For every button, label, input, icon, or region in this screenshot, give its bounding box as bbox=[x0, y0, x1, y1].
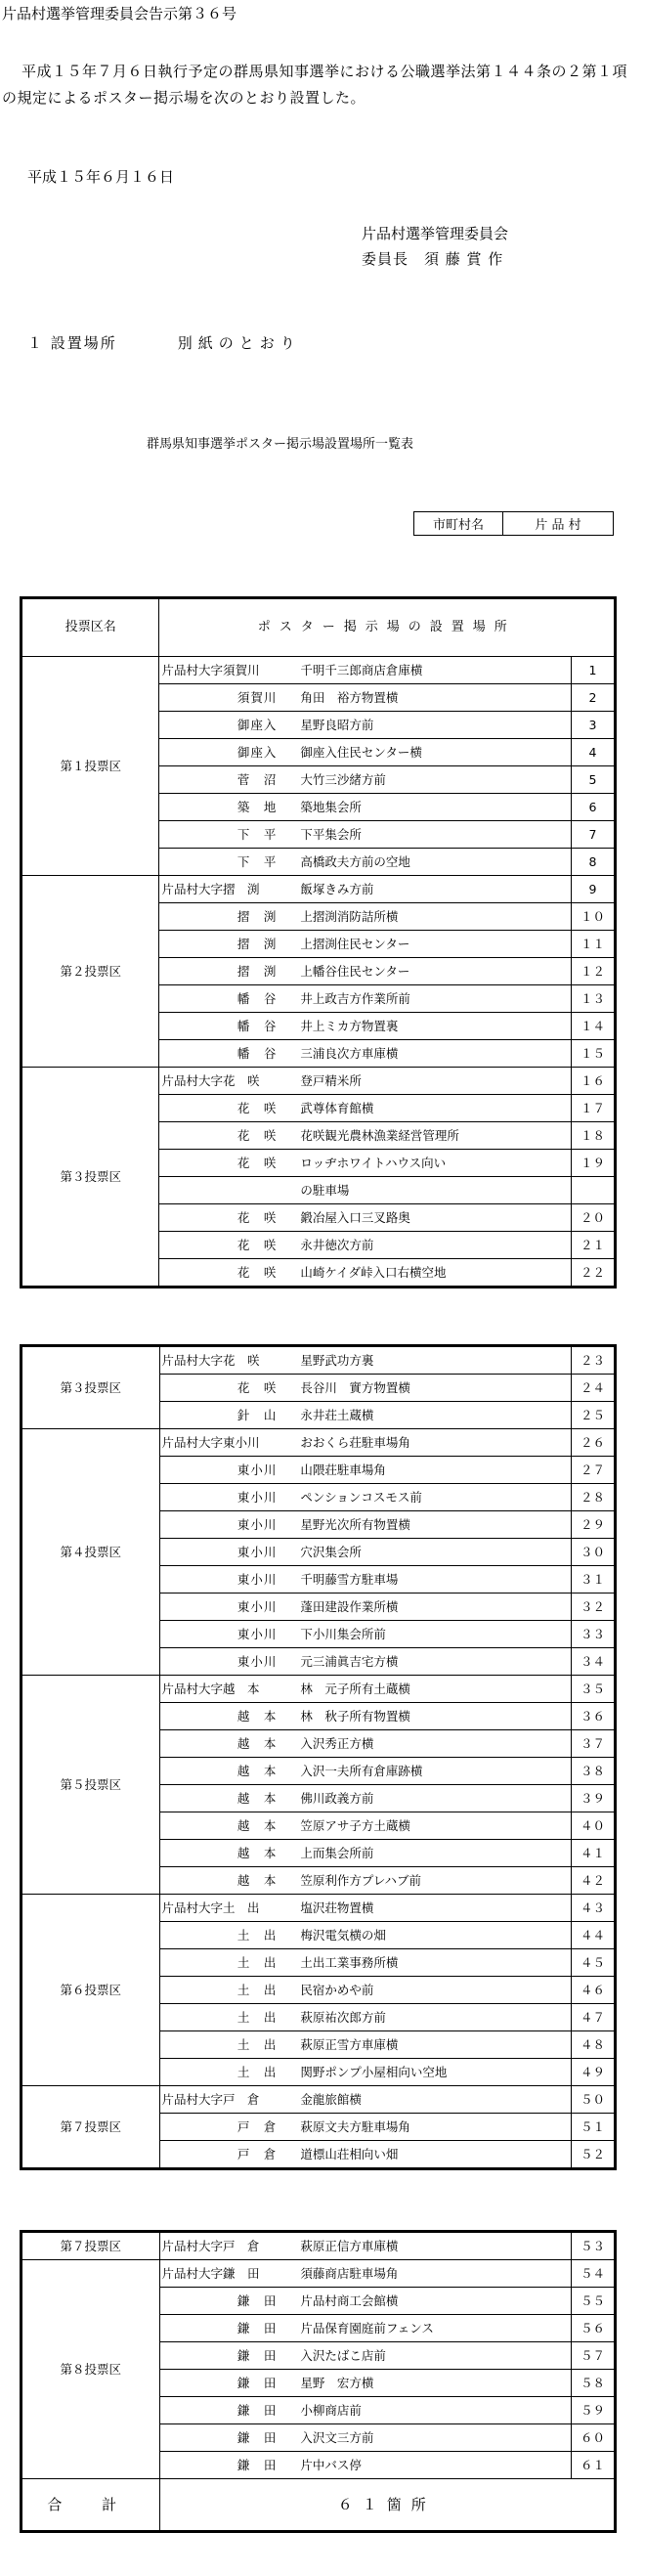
place-cell: 萩原正雪方車庫横 bbox=[290, 2031, 571, 2059]
number-cell: ２４ bbox=[572, 1375, 615, 1402]
place-cell: 上摺渕住民センター bbox=[290, 931, 571, 958]
total-row bbox=[22, 2479, 615, 2531]
area-cell: 戸 倉 bbox=[159, 2141, 290, 2168]
area-cell: 越 本 bbox=[159, 1730, 290, 1758]
place-cell: 御座入住民センター横 bbox=[290, 739, 571, 766]
place-cell: 元三浦眞吉宅方横 bbox=[290, 1648, 571, 1676]
number-cell: ４２ bbox=[572, 1867, 615, 1895]
place-cell: 金龍旅館横 bbox=[290, 2086, 571, 2114]
place-cell: 築地集会所 bbox=[290, 794, 571, 821]
place-cell: 穴沢集会所 bbox=[290, 1539, 571, 1566]
number-cell: ２２ bbox=[571, 1259, 614, 1287]
area-cell: 東小川 bbox=[159, 1457, 290, 1484]
district-cell: 第７投票区 bbox=[22, 2233, 160, 2260]
number-cell: １０ bbox=[571, 903, 614, 931]
place-cell: ロッヂホワイトハウス向い bbox=[290, 1150, 571, 1177]
table-row bbox=[22, 1429, 615, 1457]
number-cell: ２７ bbox=[572, 1457, 615, 1484]
area-cell: 幡 谷 bbox=[159, 1040, 290, 1068]
area-cell: 土 出 bbox=[159, 1949, 290, 1977]
area-cell: 鎌 田 bbox=[159, 2424, 290, 2452]
place-cell: 飯塚きみ方前 bbox=[290, 876, 571, 903]
place-cell: 笠原利作方プレハブ前 bbox=[290, 1867, 571, 1895]
number-cell: ３９ bbox=[572, 1785, 615, 1812]
area-cell: 摺 渕 bbox=[159, 931, 290, 958]
area-cell: 片品村大字東小川 bbox=[159, 1429, 290, 1457]
place-cell: 星野良昭方前 bbox=[290, 712, 571, 739]
number-cell: ２３ bbox=[572, 1347, 615, 1375]
area-cell bbox=[159, 1177, 290, 1204]
number-cell: ５９ bbox=[572, 2397, 615, 2424]
table-row bbox=[22, 1068, 615, 1095]
notice-body: 平成１５年７月６日執行予定の群馬県知事選挙における公職選挙法第１４４条の２第１項の規定によるポスター掲示場を次のとおり設置した。 bbox=[2, 63, 628, 107]
place-cell: 林 元子所有土蔵横 bbox=[290, 1676, 571, 1703]
district-cell: 第１投票区 bbox=[22, 657, 159, 876]
area-cell: 越 本 bbox=[159, 1840, 290, 1867]
place-cell: 入沢一夫所有倉庫跡横 bbox=[290, 1758, 571, 1785]
poster-location-table-2 bbox=[22, 1346, 615, 2168]
area-cell: 花 咲 bbox=[159, 1150, 290, 1177]
area-cell: 東小川 bbox=[159, 1648, 290, 1676]
area-cell: 東小川 bbox=[159, 1511, 290, 1539]
place-cell: 武尊体育館横 bbox=[290, 1095, 571, 1122]
number-cell: ３８ bbox=[572, 1758, 615, 1785]
place-cell: ペンションコスモス前 bbox=[290, 1484, 571, 1511]
number-cell: ４０ bbox=[572, 1812, 615, 1840]
total-label: 合 計 bbox=[22, 2479, 160, 2531]
number-cell: 3 bbox=[571, 712, 614, 739]
number-cell: ４７ bbox=[572, 2004, 615, 2031]
number-cell: ３３ bbox=[572, 1621, 615, 1648]
place-cell: 梅沢電気横の畑 bbox=[290, 1922, 571, 1949]
number-cell: ３５ bbox=[572, 1676, 615, 1703]
place-cell: 片品保育園庭前フェンス bbox=[290, 2315, 571, 2342]
place-cell: 小柳商店前 bbox=[290, 2397, 571, 2424]
area-cell: 片品村大字越 本 bbox=[159, 1676, 290, 1703]
number-cell: ４６ bbox=[572, 1977, 615, 2004]
area-cell: 幡 谷 bbox=[159, 985, 290, 1013]
municipality-value: 片 品 村 bbox=[535, 518, 581, 533]
place-cell: 山隈荘駐車場角 bbox=[290, 1457, 571, 1484]
place-cell: 民宿かめや前 bbox=[290, 1977, 571, 2004]
area-cell: 摺 渕 bbox=[159, 903, 290, 931]
number-cell: ２１ bbox=[571, 1232, 614, 1259]
place-cell: 三浦良次方車庫横 bbox=[290, 1040, 571, 1068]
place-cell: 千明藤雪方駐車場 bbox=[290, 1566, 571, 1594]
district-cell: 第３投票区 bbox=[22, 1068, 159, 1287]
area-cell: 土 出 bbox=[159, 2031, 290, 2059]
area-cell: 鎌 田 bbox=[159, 2370, 290, 2397]
district-cell: 第６投票区 bbox=[22, 1895, 160, 2086]
place-cell: 下小川集会所前 bbox=[290, 1621, 571, 1648]
item-value: 別紙のとおり bbox=[177, 334, 301, 352]
table-header-row bbox=[22, 599, 615, 657]
place-cell: 長谷川 實方物置横 bbox=[290, 1375, 571, 1402]
place-cell: 萩原文夫方駐車場角 bbox=[290, 2114, 571, 2141]
area-cell: 鎌 田 bbox=[159, 2342, 290, 2370]
district-cell: 第２投票区 bbox=[22, 876, 159, 1068]
place-cell: 井上ミカ方物置裏 bbox=[290, 1013, 571, 1040]
area-cell: 片品村大字土 出 bbox=[159, 1895, 290, 1922]
place-cell: 入沢秀正方横 bbox=[290, 1730, 571, 1758]
item-1 bbox=[27, 332, 301, 353]
place-cell: 永井徳次方前 bbox=[290, 1232, 571, 1259]
area-cell: 下 平 bbox=[159, 849, 290, 876]
number-cell: ３２ bbox=[572, 1594, 615, 1621]
place-cell: 花咲観光農林漁業経営管理所 bbox=[290, 1122, 571, 1150]
place-cell: 蓬田建設作業所横 bbox=[290, 1594, 571, 1621]
number-cell: ５６ bbox=[572, 2315, 615, 2342]
place-cell: 萩原祐次郎方前 bbox=[290, 2004, 571, 2031]
area-cell: 土 出 bbox=[159, 1922, 290, 1949]
district-cell: 第８投票区 bbox=[22, 2260, 160, 2479]
place-cell: 佛川政義方前 bbox=[290, 1785, 571, 1812]
list-title: 群馬県知事選挙ポスター掲示場設置場所一覧表 bbox=[147, 437, 414, 452]
number-cell: ５３ bbox=[572, 2233, 615, 2260]
number-cell bbox=[571, 1177, 614, 1204]
place-cell: 笠原アサ子方土蔵横 bbox=[290, 1812, 571, 1840]
place-cell: おおくら荘駐車場角 bbox=[290, 1429, 571, 1457]
area-cell: 摺 渕 bbox=[159, 958, 290, 985]
area-cell: 御座入 bbox=[159, 712, 290, 739]
number-cell: 1 bbox=[571, 657, 614, 684]
poster-location-table-1 bbox=[22, 598, 615, 1287]
area-cell: 鎌 田 bbox=[159, 2288, 290, 2315]
area-cell: 片品村大字戸 倉 bbox=[159, 2086, 290, 2114]
number-cell: １６ bbox=[571, 1068, 614, 1095]
number-cell: ４８ bbox=[572, 2031, 615, 2059]
area-cell: 越 本 bbox=[159, 1812, 290, 1840]
number-cell: ２９ bbox=[572, 1511, 615, 1539]
place-cell: 角田 裕方物置横 bbox=[290, 684, 571, 712]
number-cell: 7 bbox=[571, 821, 614, 849]
table-row bbox=[22, 2260, 615, 2288]
place-cell: 千明千三郎商店倉庫横 bbox=[290, 657, 571, 684]
area-cell: 下 平 bbox=[159, 821, 290, 849]
area-cell: 東小川 bbox=[159, 1539, 290, 1566]
table-row bbox=[22, 1676, 615, 1703]
area-cell: 菅 沼 bbox=[159, 766, 290, 794]
number-cell: ３０ bbox=[572, 1539, 615, 1566]
number-cell: ４５ bbox=[572, 1949, 615, 1977]
area-cell: 花 咲 bbox=[159, 1375, 290, 1402]
place-cell: 入沢たばこ店前 bbox=[290, 2342, 571, 2370]
district-cell: 第４投票区 bbox=[22, 1429, 160, 1676]
number-cell: １１ bbox=[571, 931, 614, 958]
place-cell: 井上政吉方作業所前 bbox=[290, 985, 571, 1013]
number-cell: １３ bbox=[571, 985, 614, 1013]
area-cell: 花 咲 bbox=[159, 1095, 290, 1122]
place-cell: 林 秋子所有物置横 bbox=[290, 1703, 571, 1730]
total-value: ６１箇所 bbox=[159, 2479, 615, 2531]
number-cell: ５１ bbox=[572, 2114, 615, 2141]
table-row bbox=[22, 876, 615, 903]
area-cell: 越 本 bbox=[159, 1758, 290, 1785]
place-cell: 上幡谷住民センター bbox=[290, 958, 571, 985]
place-cell: 大竹三沙緒方前 bbox=[290, 766, 571, 794]
number-cell: １２ bbox=[571, 958, 614, 985]
number-cell: ２５ bbox=[572, 1402, 615, 1429]
area-cell: 幡 谷 bbox=[159, 1013, 290, 1040]
number-cell: ３１ bbox=[572, 1566, 615, 1594]
municipality-label: 市町村名 bbox=[414, 512, 503, 535]
municipality-box bbox=[413, 511, 614, 536]
place-cell: 土出工業事務所横 bbox=[290, 1949, 571, 1977]
number-cell: ６０ bbox=[572, 2424, 615, 2452]
area-cell: 越 本 bbox=[159, 1867, 290, 1895]
header-district: 投票区名 bbox=[22, 599, 159, 657]
table-row bbox=[22, 2233, 615, 2260]
table-row bbox=[22, 657, 615, 684]
place-cell: 永井荘土蔵横 bbox=[290, 1402, 571, 1429]
number-cell: 9 bbox=[571, 876, 614, 903]
number-cell: １７ bbox=[571, 1095, 614, 1122]
number-cell: 8 bbox=[571, 849, 614, 876]
place-cell: 上而集会所前 bbox=[290, 1840, 571, 1867]
area-cell: 花 咲 bbox=[159, 1122, 290, 1150]
number-cell: 4 bbox=[571, 739, 614, 766]
area-cell: 片品村大字鎌 田 bbox=[159, 2260, 290, 2288]
place-cell: 萩原正信方車庫横 bbox=[290, 2233, 571, 2260]
area-cell: 東小川 bbox=[159, 1621, 290, 1648]
item-label: １ 設置場所 bbox=[27, 334, 117, 352]
number-cell: 6 bbox=[571, 794, 614, 821]
area-cell: 片品村大字戸 倉 bbox=[159, 2233, 290, 2260]
number-cell: 5 bbox=[571, 766, 614, 794]
place-cell: 星野 宏方横 bbox=[290, 2370, 571, 2397]
number-cell: ６１ bbox=[572, 2452, 615, 2479]
number-cell: ４９ bbox=[572, 2059, 615, 2086]
place-cell: 関野ポンプ小屋相向い空地 bbox=[290, 2059, 571, 2086]
number-cell: ５４ bbox=[572, 2260, 615, 2288]
place-cell: 須藤商店駐車場角 bbox=[290, 2260, 571, 2288]
area-cell: 東小川 bbox=[159, 1566, 290, 1594]
table-row bbox=[22, 1347, 615, 1375]
area-cell: 土 出 bbox=[159, 2004, 290, 2031]
area-cell: 御座入 bbox=[159, 739, 290, 766]
place-cell: 鍛冶屋入口三叉路奥 bbox=[290, 1204, 571, 1232]
area-cell: 東小川 bbox=[159, 1484, 290, 1511]
number-cell: ４３ bbox=[572, 1895, 615, 1922]
area-cell: 片品村大字摺 渕 bbox=[159, 876, 290, 903]
table-row bbox=[22, 2086, 615, 2114]
place-cell: 山崎ケイダ峠入口右横空地 bbox=[290, 1259, 571, 1287]
number-cell: ３７ bbox=[572, 1730, 615, 1758]
place-cell: 片中バス停 bbox=[290, 2452, 571, 2479]
area-cell: 花 咲 bbox=[159, 1204, 290, 1232]
area-cell: 東小川 bbox=[159, 1594, 290, 1621]
number-cell: ５２ bbox=[572, 2141, 615, 2168]
area-cell: 土 出 bbox=[159, 2059, 290, 2086]
area-cell: 土 出 bbox=[159, 1977, 290, 2004]
number-cell: ４４ bbox=[572, 1922, 615, 1949]
number-cell: ５７ bbox=[572, 2342, 615, 2370]
poster-location-table-3 bbox=[22, 2232, 615, 2531]
district-cell: 第７投票区 bbox=[22, 2086, 160, 2168]
place-cell: 片品村商工会館横 bbox=[290, 2288, 571, 2315]
area-cell: 片品村大字須賀川 bbox=[159, 657, 290, 684]
area-cell: 戸 倉 bbox=[159, 2114, 290, 2141]
issuer-name: 片品村選挙管理委員会 bbox=[362, 225, 509, 242]
area-cell: 片品村大字花 咲 bbox=[159, 1068, 290, 1095]
number-cell: １８ bbox=[571, 1122, 614, 1150]
notice-date: 平成１５年６月１６日 bbox=[27, 168, 175, 186]
place-cell: 入沢文三方前 bbox=[290, 2424, 571, 2452]
signer-name: 委員長 須 藤 賞 作 bbox=[362, 250, 504, 268]
area-cell: 花 咲 bbox=[159, 1232, 290, 1259]
area-cell: 越 本 bbox=[159, 1703, 290, 1730]
number-cell: ３６ bbox=[572, 1703, 615, 1730]
area-cell: 須賀川 bbox=[159, 684, 290, 712]
place-cell: 登戸精米所 bbox=[290, 1068, 571, 1095]
number-cell: ４１ bbox=[572, 1840, 615, 1867]
number-cell: １５ bbox=[571, 1040, 614, 1068]
district-cell: 第５投票区 bbox=[22, 1676, 160, 1895]
header-place: ポスター掲示場の設置場所 bbox=[159, 599, 615, 657]
district-cell: 第３投票区 bbox=[22, 1347, 160, 1429]
number-cell: ２０ bbox=[571, 1204, 614, 1232]
area-cell: 鎌 田 bbox=[159, 2452, 290, 2479]
place-cell: 道標山荘相向い畑 bbox=[290, 2141, 571, 2168]
table-row bbox=[22, 1895, 615, 1922]
area-cell: 越 本 bbox=[159, 1785, 290, 1812]
number-cell: １４ bbox=[571, 1013, 614, 1040]
place-cell: 塩沢荘物置横 bbox=[290, 1895, 571, 1922]
number-cell: ２８ bbox=[572, 1484, 615, 1511]
place-cell: の駐車場 bbox=[290, 1177, 571, 1204]
place-cell: 高橋政夫方前の空地 bbox=[290, 849, 571, 876]
number-cell: ５０ bbox=[572, 2086, 615, 2114]
number-cell: ５８ bbox=[572, 2370, 615, 2397]
number-cell: 2 bbox=[571, 684, 614, 712]
place-cell: 上摺渕消防詰所横 bbox=[290, 903, 571, 931]
area-cell: 鎌 田 bbox=[159, 2397, 290, 2424]
place-cell: 星野武功方裏 bbox=[290, 1347, 571, 1375]
number-cell: ３４ bbox=[572, 1648, 615, 1676]
area-cell: 築 地 bbox=[159, 794, 290, 821]
place-cell: 星野光次所有物置横 bbox=[290, 1511, 571, 1539]
number-cell: １９ bbox=[571, 1150, 614, 1177]
area-cell: 鎌 田 bbox=[159, 2315, 290, 2342]
number-cell: ２６ bbox=[572, 1429, 615, 1457]
place-cell: 下平集会所 bbox=[290, 821, 571, 849]
area-cell: 片品村大字花 咲 bbox=[159, 1347, 290, 1375]
notice-title: 片品村選挙管理委員会告示第３６号 bbox=[2, 5, 237, 22]
area-cell: 針 山 bbox=[159, 1402, 290, 1429]
number-cell: ５５ bbox=[572, 2288, 615, 2315]
area-cell: 花 咲 bbox=[159, 1259, 290, 1287]
